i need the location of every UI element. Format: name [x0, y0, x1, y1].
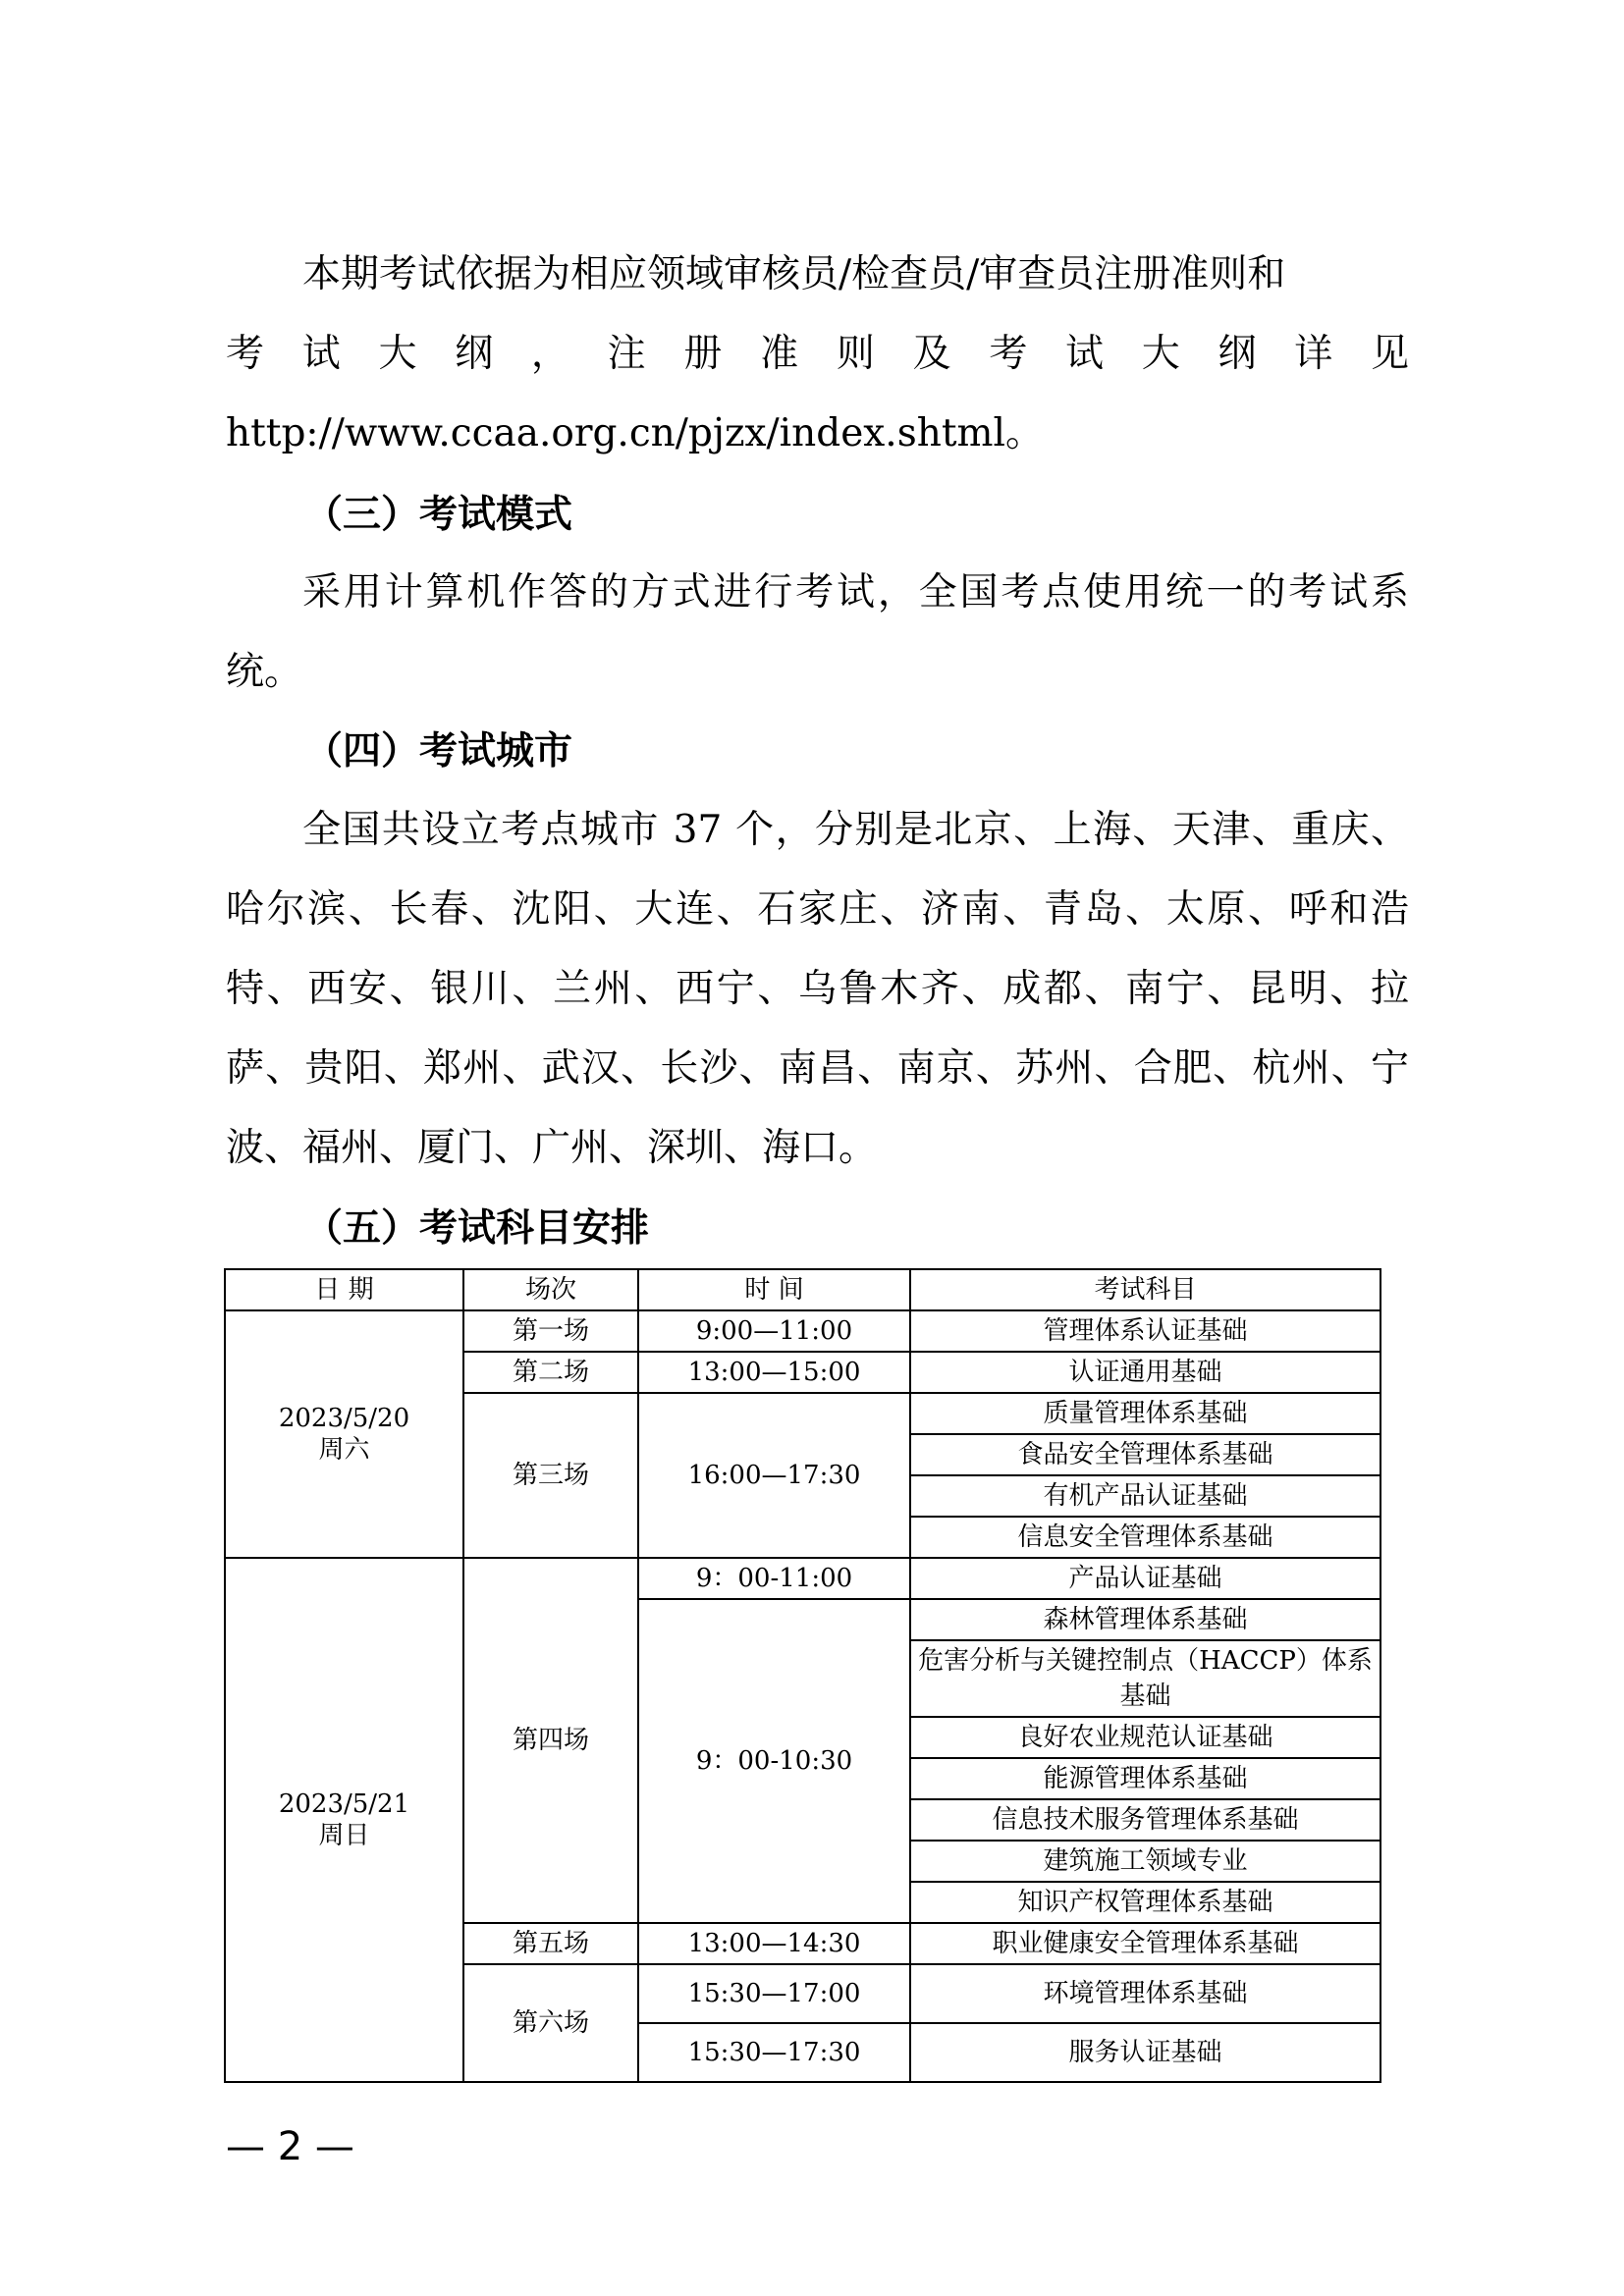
header-date: 日 期 — [225, 1269, 463, 1310]
time-cell: 16:00—17:30 — [638, 1393, 910, 1558]
time-cell: 9:00—11:00 — [638, 1310, 910, 1352]
time-cell: 13:00—15:00 — [638, 1352, 910, 1393]
date-cell-day2: 2023/5/21 周日 — [225, 1558, 463, 2082]
subject-cell: 产品认证基础 — [910, 1558, 1380, 1599]
heading-exam-schedule: （五）考试科目安排 — [304, 1206, 650, 1251]
paragraph-exam-basis — [226, 235, 1409, 473]
subject-cell: 质量管理体系基础 — [910, 1393, 1380, 1434]
paragraph-exam-mode: 采用计算机作答的方式进行考试，全国考点使用统一的考试系统。 — [226, 570, 1409, 694]
subject-cell: 服务认证基础 — [910, 2023, 1380, 2082]
session-cell: 第三场 — [463, 1393, 638, 1558]
basis-line-1: 本期考试依据为相应领域审核员/检查员/审查员注册准则和 — [302, 252, 1286, 296]
basis-link-url[interactable]: http://www.ccaa.org.cn/pjzx/index.shtml。 — [226, 411, 1044, 455]
header-session: 场次 — [463, 1269, 638, 1310]
subject-cell: 职业健康安全管理体系基础 — [910, 1923, 1380, 1964]
subject-cell: 良好农业规范认证基础 — [910, 1717, 1380, 1758]
header-subject: 考试科目 — [910, 1269, 1380, 1310]
subject-cell: 森林管理体系基础 — [910, 1599, 1380, 1640]
session-cell: 第二场 — [463, 1352, 638, 1393]
heading-exam-mode: （三）考试模式 — [304, 493, 573, 537]
subject-cell: 危害分析与关键控制点（HACCP）体系基础 — [910, 1640, 1380, 1717]
exam-schedule-table — [224, 1268, 1381, 2083]
time-cell: 9：00-10:30 — [638, 1599, 910, 1923]
session-cell: 第六场 — [463, 1964, 638, 2082]
subject-cell: 食品安全管理体系基础 — [910, 1434, 1380, 1475]
subject-cell: 建筑施工领域专业 — [910, 1841, 1380, 1882]
subject-cell: 管理体系认证基础 — [910, 1310, 1380, 1352]
session-cell: 第五场 — [463, 1923, 638, 1964]
subject-cell: 认证通用基础 — [910, 1352, 1380, 1393]
subject-cell: 知识产权管理体系基础 — [910, 1882, 1380, 1923]
session-cell: 第四场 — [463, 1558, 638, 1923]
time-cell: 15:30—17:00 — [638, 1964, 910, 2023]
header-time: 时 间 — [638, 1269, 910, 1310]
time-cell: 13:00—14:30 — [638, 1923, 910, 1964]
table-row — [225, 1310, 1380, 1352]
time-cell: 9：00-11:00 — [638, 1558, 910, 1599]
heading-exam-cities: （四）考试城市 — [304, 729, 573, 774]
subject-cell: 信息技术服务管理体系基础 — [910, 1799, 1380, 1841]
paragraph-exam-cities: 全国共设立考点城市 37 个，分别是北京、上海、天津、重庆、哈尔滨、长春、沈阳、大连、石家庄、济南、青岛、太原、呼和浩特、西安、银川、兰州、西宁、乌鲁木齐、成都、南宁、昆明、拉萨、贵阳、郑州、武汉、长沙、南昌、南京、苏州、合肥、杭州、宁波、福州、厦门、广州、深圳、海口。 — [226, 808, 1409, 1170]
subject-cell: 信息安全管理体系基础 — [910, 1517, 1380, 1558]
session-cell: 第一场 — [463, 1310, 638, 1352]
time-cell: 15:30—17:30 — [638, 2023, 910, 2082]
basis-line-2: 考试大纲，注册准则及考试大纲详见 — [226, 332, 1409, 376]
table-row — [225, 1558, 1380, 1599]
date-cell-day1: 2023/5/20 周六 — [225, 1310, 463, 1558]
subject-cell: 能源管理体系基础 — [910, 1758, 1380, 1799]
table-header-row — [225, 1269, 1380, 1310]
page-number: — 2 — — [226, 2124, 354, 2169]
subject-cell: 环境管理体系基础 — [910, 1964, 1380, 2023]
subject-cell: 有机产品认证基础 — [910, 1475, 1380, 1517]
